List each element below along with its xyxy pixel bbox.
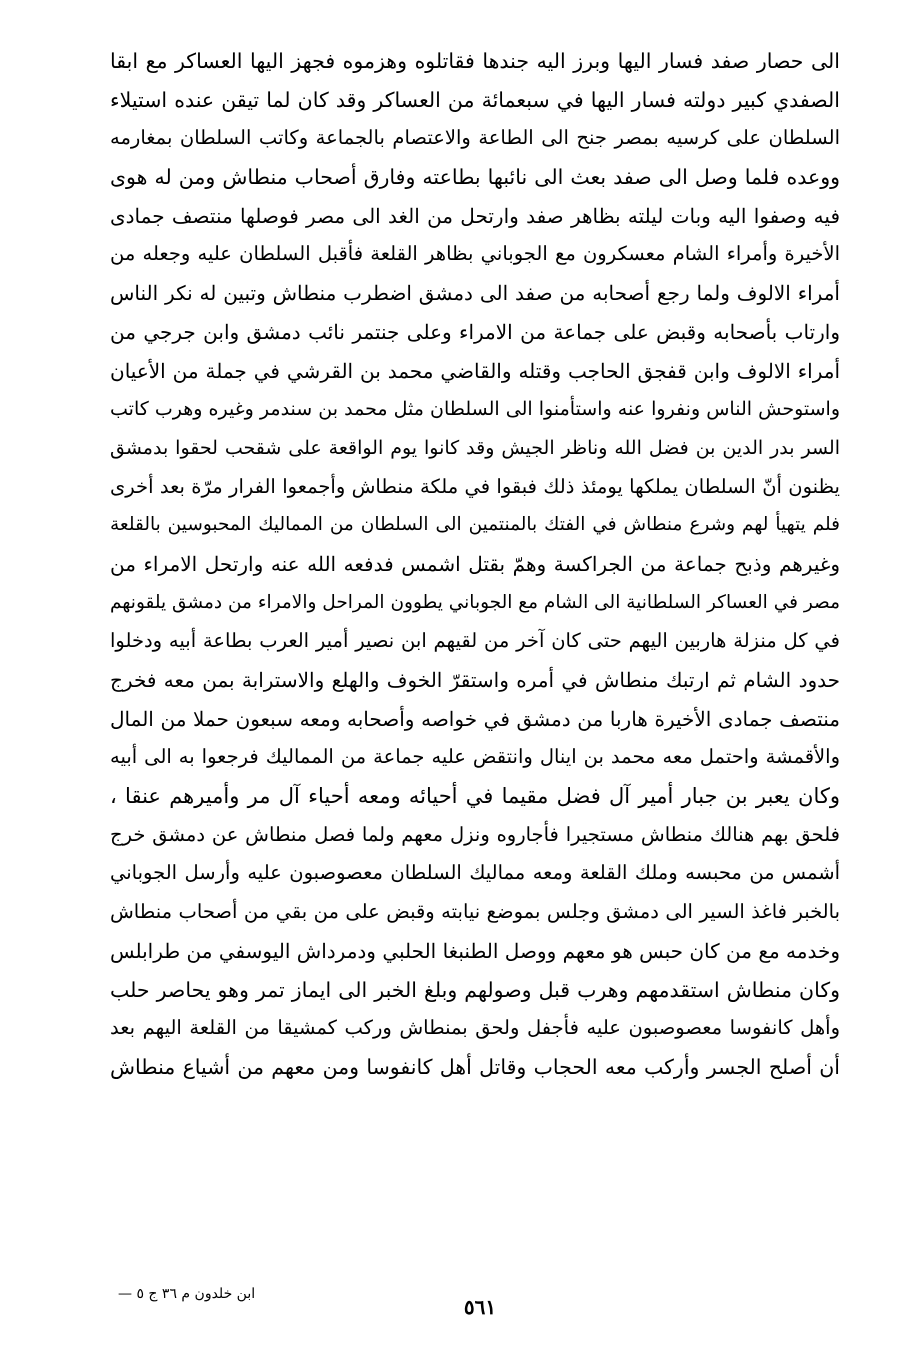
text-line: وكان يعبر بن جبار أمير آل فضل مقيما في أحيائه ومعه أحياء آل مر وأميرهم عنقا ،	[110, 784, 840, 809]
text-line: وأهل كانفوسا معصوصبون عليه فأجفل ولحق بمنطاش وركب كمشيقا من القلعة اليهم بعد	[110, 1016, 840, 1040]
body-text	[110, 42, 840, 1087]
text-line: وكان منطاش استقدمهم وهرب قبل وصولهم وبلغ الخبر الى ايماز تمر وهو يحاصر حلب	[110, 977, 840, 1002]
text-line: وارتاب بأصحابه وقبض على جماعة من الامراء وعلى جنتمر نائب دمشق وابن جرجي من	[110, 319, 840, 344]
text-line: وخدمه مع من كان حبس هو معهم ووصل الطنبغا الحلبي ودمرداش اليوسفي من طرابلس	[110, 938, 840, 963]
text-line: وغيرهم وذبح جماعة من الجراكسة وهمّ بقتل اشمس فدفعه الله عنه وارتحل الامراء من	[110, 551, 840, 576]
text-line: أمراء الالوف وابن قفجق الحاجب وقتله والقاضي محمد بن القرشي في جملة من الأعيان	[110, 358, 840, 383]
text-line: فلم يتهيأ لهم وشرع منطاش في الفتك بالمنتمين الى السلطان من المماليك المحبوسين بالقلعة	[110, 514, 840, 536]
text-line: السلطان على كرسيه بمصر جنح الى الطاعة والاعتصام بالجماعة وكاتب السلطان بمغارمه	[110, 126, 840, 150]
text-line: فلحق بهم هنالك منطاش مستجيرا فأجاروه ونزل معهم ولما فصل منطاش عن دمشق خرج	[110, 822, 840, 846]
text-line: منتصف جمادى الأخيرة هاربا من دمشق في خواصه وأصحابه ومعه سبعون حملا من المال	[110, 706, 840, 731]
text-line: بالخبر فاغذ السير الى دمشق وجلس بموضع نيابته وقبض على من بقي من أصحاب منطاش	[110, 900, 840, 924]
text-line: مصر في العساكر السلطانية الى الشام مع الجوباني يطوون المراحل والامراء من دمشق يلقونهم	[110, 591, 840, 613]
page-number: ٥٦١	[463, 1295, 497, 1319]
text-line: أشمس من محبسه وملك القلعة ومعه مماليك السلطان معصوصبون عليه وأرسل الجوباني	[110, 861, 840, 885]
text-line: واستوحش الناس ونفروا عنه واستأمنوا الى السلطان مثل محمد بن سندمر وغيره وهرب كاتب	[110, 398, 840, 421]
text-line: الأخيرة وأمراء الشام معسكرون مع الجوباني بظاهر القلعة فأقبل السلطان عليه وجعله من	[110, 242, 840, 266]
footer-reference: ابن خلدون م ٣٦ ج ٥ —	[118, 1286, 256, 1302]
text-line: السر بدر الدين بن فضل الله وناظر الجيش وقد كانوا يوم الواقعة على شقحب لحقوا بدمشق	[110, 436, 840, 459]
text-line: الصفدي كبير دولته فسار اليها في سبعمائة من العساكر وقد كان لما تيقن عنده استيلاء	[110, 87, 840, 112]
text-line: حدود الشام ثم ارتبك منطاش في أمره واستقرّ الخوف والهلع والاسترابة بمن معه فخرج	[110, 668, 840, 692]
text-line: في كل منزلة هاربين اليهم حتى كان آخر من لقيهم ابن نصير أمير العرب بطاعة أبيه ودخلوا	[110, 629, 840, 653]
text-line: يظنون أنّ السلطان يملكها يومئذ ذلك فبقوا في ملكة منطاش وأجمعوا الفرار مرّة بعد أخرى	[110, 474, 840, 498]
text-line: أن أصلح الجسر وأركب معه الحجاب وقاتل أهل كانفوسا ومن معهم من أشياع منطاش	[110, 1054, 840, 1079]
text-line: فيه وصفوا اليه وبات ليلته بظاهر صفد وارتحل من الغد الى مصر فوصلها منتصف جمادى	[110, 203, 840, 228]
text-line: والأقمشة واحتمل معه محمد بن اينال وانتقض عليه جماعة من المماليك فرجعوا به الى أبيه	[110, 745, 840, 769]
text-line: الى حصار صفد فسار اليها وبرز اليه جندها فقاتلوه وهزموه فجهز اليها العساكر مع ابقا	[110, 49, 840, 73]
text-line: ووعده فلما وصل الى صفد بعث الى نائبها بطاعته وفارق أصحاب منطاش ومن له هوى	[110, 165, 840, 190]
text-line: أمراء الالوف ولما رجع أصحابه من صفد الى دمشق اضطرب منطاش وتبين له نكر الناس	[110, 281, 840, 306]
